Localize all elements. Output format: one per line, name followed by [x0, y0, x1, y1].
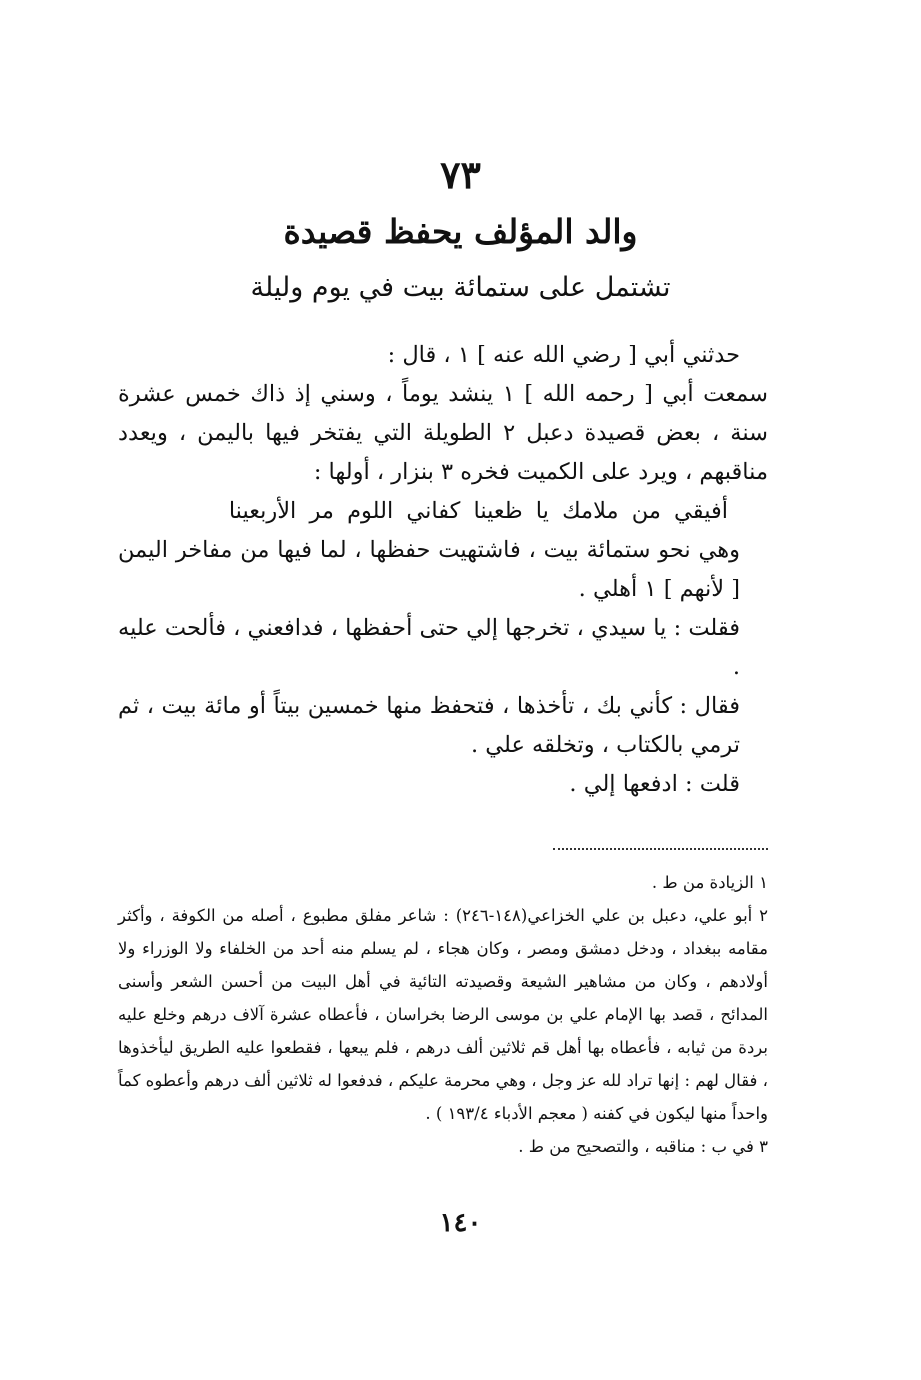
- footnote-3: ٣ في ب : مناقبه ، والتصحيح من ط .: [518, 1137, 768, 1156]
- section-number: ٧٣: [440, 152, 481, 197]
- paragraph-father-reply: فقال : كأني بك ، تأخذها ، فتحفظ منها خمسين بيتاً أو مائة بيت ، ثم ترمي بالكتاب ، وتخلقه علي .: [118, 693, 740, 758]
- paragraph-opening: حدثني أبي [ رضي الله عنه ] ١ ، قال :: [387, 342, 740, 368]
- section-subtitle: تشتمل على ستمائة بيت في يوم وليلة: [250, 272, 671, 303]
- poem-verse: أفيقي من ملامك يا ظعينا كفاني اللوم مر الأربعينا: [228, 498, 728, 524]
- main-text: [118, 336, 768, 804]
- footnote-divider: [553, 848, 768, 850]
- footnote-1: ١ الزيادة من ط .: [651, 873, 768, 892]
- paragraph-poem-length: وهي نحو ستمائة بيت ، فاشتهيت حفظها ، لما فيها من مفاخر اليمن [ لأنهم ] ١ أهلي .: [118, 537, 740, 602]
- paragraph-closing: قلت : ادفعها إلي .: [569, 771, 740, 797]
- footnote-2: ٢ أبو علي، دعبل بن علي الخزاعي(١٤٨-٢٤٦) : شاعر مفلق مطبوع ، أصله من الكوفة ، وأكثر مقامه ببغداد ، ودخل دمشق ومصر ، وكان هجاء ، لم يسلم منه أحد من الخلفاء ولا الوزراء ولا أولادهم ، وكان من مشاهير الشيعة وقصيدته التائية في أهل البيت من أحسن الشعر وأسنى المدائح ، قصد بها الإمام علي بن موسى الرضا بخراسان ، فأعطاه عشرة آلاف درهم وخلع عليه بردة من ثيابه ، فأعطاه بها أهل قم ثلاثين ألف درهم ، فلم يبعها ، فقطعوا عليه الطريق ليأخذوها ، فقال لهم : إنها تراد لله عز وجل ، وهي محرمة عليكم ، فدفعوا له ثلاثين ألف درهم وأعطوه كماً واحداً منها ليكون في كفنه ( معجم الأدباء ١٩٣/٤ ) .: [118, 906, 768, 1123]
- paragraph-request: فقلت : يا سيدي ، تخرجها إلي حتى أحفظها ، فدافعني ، فألحت عليه .: [118, 615, 740, 680]
- footnotes: [118, 866, 768, 1163]
- section-title: والد المؤلف يحفظ قصيدة: [283, 212, 638, 251]
- page-number: ١٤٠: [439, 1208, 482, 1238]
- paragraph-narration: سمعت أبي [ رحمه الله ] ١ ينشد يوماً ، وسني إذ ذاك خمس عشرة سنة ، بعض قصيدة دعبل ٢ الطويلة التي يفتخر فيها باليمن ، ويعدد مناقبهم ، ويرد على الكميت فخره ٣ بنزار ، أولها :: [118, 381, 768, 485]
